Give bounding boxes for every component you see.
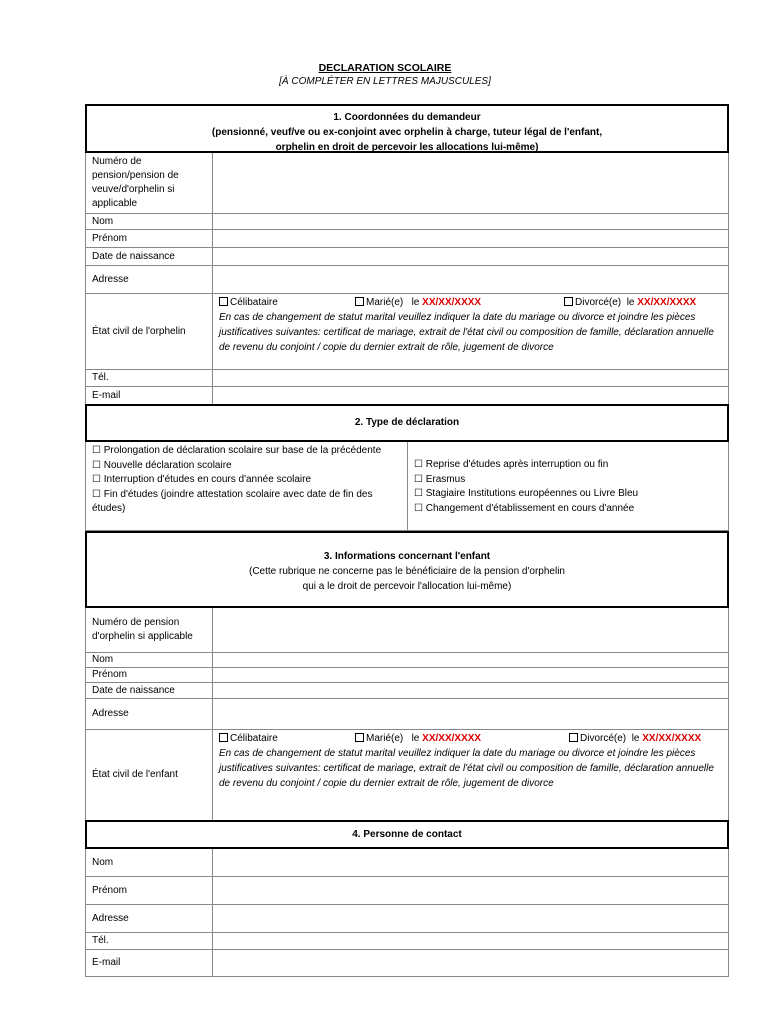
contact-field-email	[85, 950, 729, 977]
child-field-prenom	[85, 668, 729, 683]
child-etat-civil-label: État civil de l'enfant	[86, 730, 213, 820]
child-nom-input[interactable]	[213, 653, 728, 667]
section1-sub2: orphelin en droit de percevoir les allocations lui-même)	[275, 142, 539, 153]
field-adresse	[85, 266, 729, 294]
checkbox-icon	[569, 733, 578, 742]
email-label: E-mail	[86, 387, 213, 404]
contact-email-label: E-mail	[86, 950, 213, 976]
contact-tel-input[interactable]	[213, 933, 728, 949]
field-email	[85, 387, 729, 404]
adresse-label: Adresse	[86, 266, 213, 293]
child-prenom-label: Prénom	[86, 668, 213, 682]
celibataire-option[interactable]	[219, 295, 278, 310]
pension-number-label: Numéro de pension/pension de veuve/d'orphelin si applicable	[86, 153, 213, 213]
naissance-label: Date de naissance	[86, 248, 213, 265]
option-erasmus[interactable]: ☐ Erasmus	[414, 473, 466, 485]
child-celibataire-label: Célibataire	[230, 733, 278, 744]
field-tel	[85, 370, 729, 387]
section1-header	[85, 104, 729, 153]
section1-sub1: (pensionné, veuf/ve ou ex-conjoint avec orphelin à charge, tuteur légal de l'enfant,	[211, 127, 603, 138]
tel-label: Tél.	[86, 370, 213, 386]
prenom-label: Prénom	[86, 230, 213, 247]
child-civil-note: En cas de changement de statut marital veuillez indiquer la date du mariage ou divorce et joindre les pièces justificatives suivantes: certificat de mariage, extrait de l'état civil ou composition de famille, déclaration annuelle de revenu du conjoint / copie du dernier extrait de rôle, jugement de divorce	[219, 748, 714, 789]
page-subtitle: [À COMPLÉTER EN LETTRES MAJUSCULES]	[279, 76, 491, 87]
le-label: le	[411, 733, 420, 744]
contact-adresse-input[interactable]	[213, 905, 728, 932]
tel-input[interactable]	[213, 370, 728, 386]
child-prenom-input[interactable]	[213, 668, 728, 682]
section2-heading: 2. Type de déclaration	[354, 417, 460, 428]
child-divorce-option[interactable]	[569, 731, 701, 746]
child-marie-option[interactable]	[355, 731, 481, 746]
checkbox-icon	[219, 297, 228, 306]
checkbox-icon	[355, 733, 364, 742]
child-adresse-input[interactable]	[213, 699, 728, 729]
contact-nom-label: Nom	[86, 849, 213, 876]
option-fin-etudes[interactable]: ☐ Fin d'études (joindre attestation scolaire avec date de fin des études)	[92, 488, 373, 514]
declaration-types-left	[86, 442, 408, 530]
marie-option[interactable]	[355, 295, 481, 310]
child-field-naissance	[85, 683, 729, 699]
child-pension-label: Numéro de pension d'orphelin si applicable	[86, 608, 213, 652]
child-marie-label: Marié(e)	[366, 733, 404, 744]
naissance-input[interactable]	[213, 248, 728, 265]
marie-date: XX/XX/XXXX	[422, 297, 482, 308]
declaration-types	[85, 442, 729, 531]
section3-sub1: (Cette rubrique ne concerne pas le bénéficiaire de la pension d'orphelin	[248, 566, 565, 577]
child-field-nom	[85, 653, 729, 668]
contact-nom-input[interactable]	[213, 849, 728, 876]
adresse-input[interactable]	[213, 266, 728, 293]
child-nom-label: Nom	[86, 653, 213, 667]
declaration-types-right	[408, 442, 728, 530]
option-changement[interactable]: ☐ Changement d'établissement en cours d'année	[414, 502, 635, 514]
section4-heading: 4. Personne de contact	[352, 829, 462, 840]
divorce-label: Divorcé(e)	[575, 297, 622, 308]
etat-civil-value	[213, 294, 728, 369]
option-prolongation[interactable]: ☐ Prolongation de déclaration scolaire sur base de la précédente	[92, 445, 382, 456]
le-label: le	[631, 733, 640, 744]
section2-header	[85, 404, 729, 442]
contact-email-input[interactable]	[213, 950, 728, 976]
page-title: DECLARATION SCOLAIRE	[318, 62, 452, 74]
contact-prenom-input[interactable]	[213, 877, 728, 904]
option-stagiaire[interactable]: ☐ Stagiaire Institutions européennes ou Livre Bleu	[414, 488, 639, 499]
option-interruption[interactable]: ☐ Interruption d'études en cours d'année scolaire	[92, 474, 312, 485]
child-naissance-label: Date de naissance	[86, 683, 213, 698]
section3-sub2: qui a le droit de percevoir l'allocation lui-même)	[302, 581, 512, 592]
celibataire-label: Célibataire	[230, 297, 278, 308]
checkbox-icon	[355, 297, 364, 306]
email-input[interactable]	[213, 387, 728, 404]
contact-field-tel	[85, 933, 729, 950]
contact-adresse-label: Adresse	[86, 905, 213, 932]
child-etat-civil-value	[213, 730, 728, 820]
nom-input[interactable]	[213, 214, 728, 229]
child-adresse-label: Adresse	[86, 699, 213, 729]
child-field-pension	[85, 608, 729, 653]
section3-heading: 3. Informations concernant l'enfant	[323, 551, 491, 562]
field-etat-civil	[85, 294, 729, 370]
contact-field-nom	[85, 849, 729, 877]
civil-note: En cas de changement de statut marital veuillez indiquer la date du mariage ou divorce et joindre les pièces justificatives suivantes: certificat de mariage, extrait de l'état civil ou composition de famille, déclaration annuelle de revenu du conjoint / copie du dernier extrait de rôle, jugement de divorce	[219, 312, 714, 353]
child-naissance-input[interactable]	[213, 683, 728, 698]
field-naissance	[85, 248, 729, 266]
child-divorce-label: Divorcé(e)	[580, 733, 627, 744]
child-celibataire-option[interactable]	[219, 731, 278, 746]
checkbox-icon	[219, 733, 228, 742]
child-field-etat-civil	[85, 730, 729, 820]
field-nom	[85, 214, 729, 230]
le-label: le	[411, 297, 420, 308]
marie-label: Marié(e)	[366, 297, 404, 308]
etat-civil-label: État civil de l'orphelin	[86, 294, 213, 369]
child-field-adresse	[85, 699, 729, 730]
contact-prenom-label: Prénom	[86, 877, 213, 904]
child-divorce-date: XX/XX/XXXX	[642, 733, 702, 744]
divorce-option[interactable]	[564, 295, 696, 310]
child-pension-input[interactable]	[213, 608, 728, 652]
contact-field-prenom	[85, 877, 729, 905]
child-marie-date: XX/XX/XXXX	[422, 733, 482, 744]
section3-header	[85, 531, 729, 608]
le-label: le	[626, 297, 635, 308]
field-pension-number	[85, 153, 729, 214]
section4-header	[85, 820, 729, 849]
pension-number-input[interactable]	[213, 153, 728, 213]
checkbox-icon	[564, 297, 573, 306]
divorce-date: XX/XX/XXXX	[637, 297, 697, 308]
option-reprise[interactable]: ☐ Reprise d'études après interruption ou fin	[414, 459, 609, 470]
contact-tel-label: Tél.	[86, 933, 213, 949]
contact-field-adresse	[85, 905, 729, 933]
option-nouvelle[interactable]: ☐ Nouvelle déclaration scolaire	[92, 459, 232, 471]
prenom-input[interactable]	[213, 230, 728, 247]
section1-heading: 1. Coordonnées du demandeur	[333, 112, 481, 123]
field-prenom	[85, 230, 729, 248]
nom-label: Nom	[86, 214, 213, 229]
